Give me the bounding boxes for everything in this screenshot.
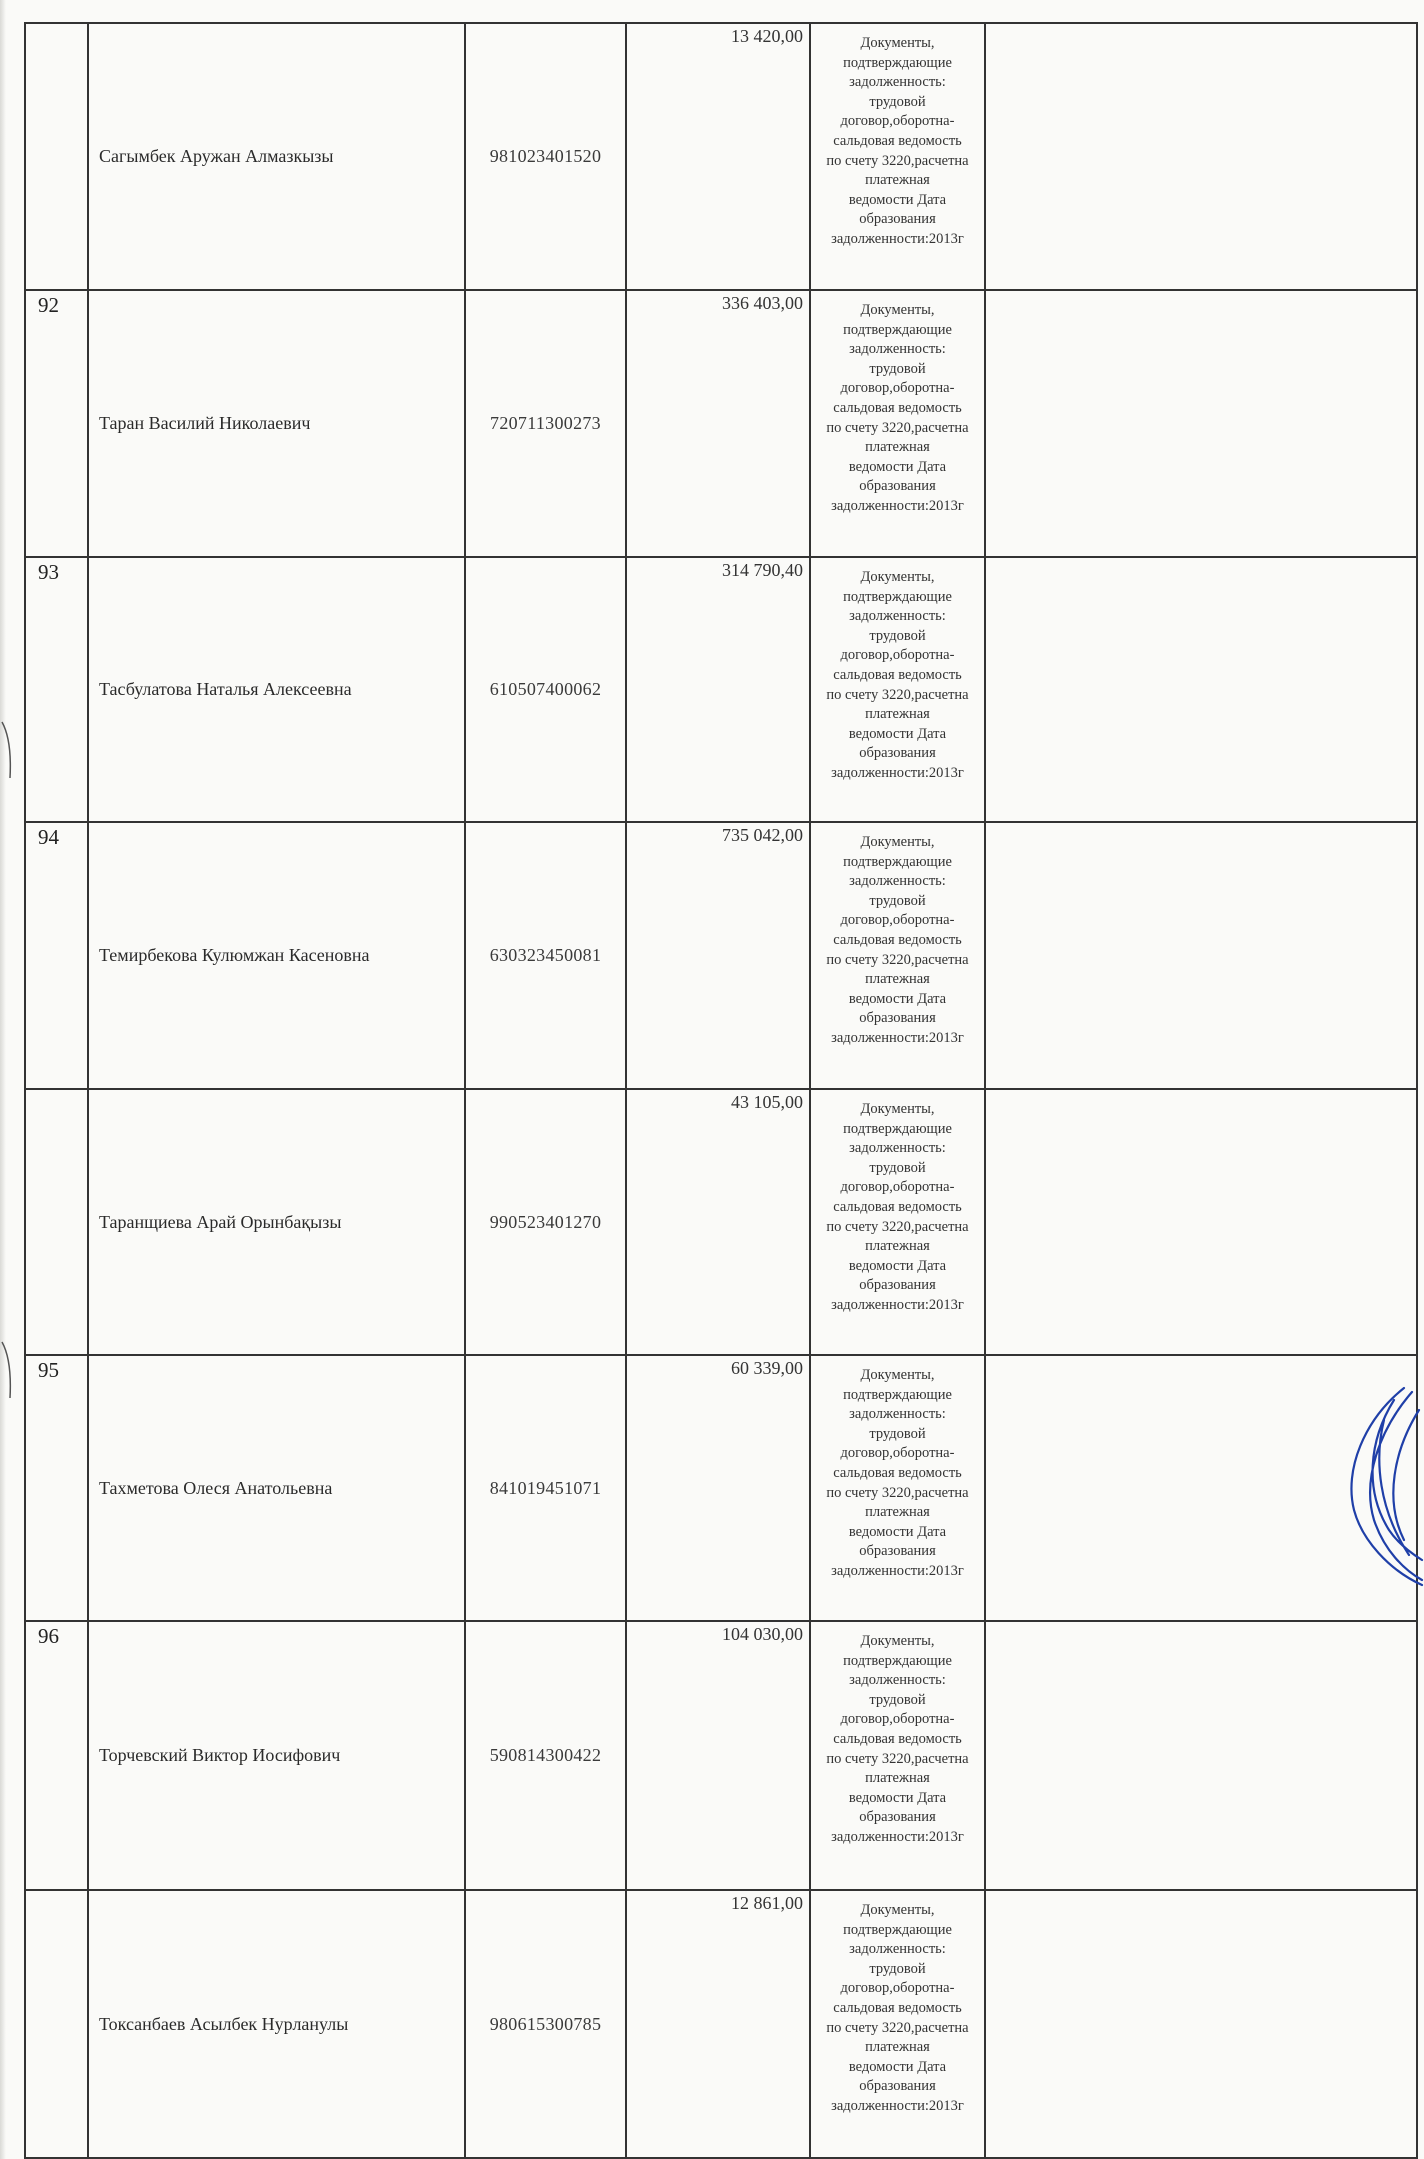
notes-cell xyxy=(985,1621,1417,1890)
debtor-iin: 630323450081 xyxy=(489,945,602,965)
debt-registry-table xyxy=(24,22,1418,2159)
debtor-iin: 990523401270 xyxy=(489,1211,602,1232)
table-row xyxy=(25,822,1417,1089)
debtor-name: Торчевский Виктор Иосифович xyxy=(99,1745,341,1765)
notes-cell xyxy=(985,822,1417,1089)
debt-amount: 13 420,00 xyxy=(626,23,810,290)
row-number xyxy=(25,23,88,290)
page-fold-mark xyxy=(0,720,14,780)
supporting-documents: Документы, подтверждающие задолженность: трудовой договор,оборотна- сальдовая ведомость по счету 3220,расчетна платежная ведомости Дата образования задолженности:2013г xyxy=(810,1355,985,1621)
row-number: 95 xyxy=(25,1355,88,1621)
row-number xyxy=(25,1089,88,1355)
table-row xyxy=(25,1355,1417,1621)
row-number: 92 xyxy=(25,290,88,557)
debtor-name: Тахметова Олеся Анатольевна xyxy=(99,1477,333,1498)
supporting-documents: Документы, подтверждающие задолженность: трудовой договор,оборотна- сальдовая ведомость по счету 3220,расчетна платежная ведомости Дата образования задолженности:2013г xyxy=(810,290,985,557)
debtor-name: Сагымбек Аружан Алмазкызы xyxy=(99,146,334,166)
supporting-documents: Документы, подтверждающие задолженность: трудовой договор,оборотна- сальдовая ведомость по счету 3220,расчетна платежная ведомости Дата образования задолженности:2013г xyxy=(810,23,985,290)
supporting-documents: Документы, подтверждающие задолженность: трудовой договор,оборотна- сальдовая ведомость по счету 3220,расчетна платежная ведомости Дата образования задолженности:2013г xyxy=(810,1621,985,1890)
page-fold-mark xyxy=(0,1340,14,1400)
debt-amount: 314 790,40 xyxy=(626,557,810,822)
debt-amount: 104 030,00 xyxy=(626,1621,810,1890)
table-row xyxy=(25,1621,1417,1890)
table-row xyxy=(25,1089,1417,1355)
supporting-documents: Документы, подтверждающие задолженность: трудовой договор,оборотна- сальдовая ведомость по счету 3220,расчетна платежная ведомости Дата образования задолженности:2013г xyxy=(810,557,985,822)
debtor-name: Токсанбаев Асылбек Нурланулы xyxy=(99,2013,349,2034)
notes-cell xyxy=(985,1089,1417,1355)
table-row xyxy=(25,1890,1417,2158)
debt-amount: 735 042,00 xyxy=(626,822,810,1089)
registry-body xyxy=(25,23,1417,2158)
row-number: 93 xyxy=(25,557,88,822)
supporting-documents: Документы, подтверждающие задолженность: трудовой договор,оборотна- сальдовая ведомость по счету 3220,расчетна платежная ведомости Дата образования задолженности:2013г xyxy=(810,1089,985,1355)
debtor-name: Темирбекова Кулюмжан Касеновна xyxy=(99,945,370,965)
notes-cell xyxy=(985,1890,1417,2158)
notes-cell xyxy=(985,290,1417,557)
row-number: 96 xyxy=(25,1621,88,1890)
debtor-iin: 590814300422 xyxy=(489,1745,602,1765)
row-number xyxy=(25,1890,88,2158)
debt-amount: 336 403,00 xyxy=(626,290,810,557)
debtor-name: Таранщиева Арай Орынбақызы xyxy=(99,1211,342,1232)
debtor-iin: 841019451071 xyxy=(489,1477,602,1498)
debtor-name: Таран Василий Николаевич xyxy=(99,413,311,433)
debtor-iin: 610507400062 xyxy=(489,679,602,699)
scan-edge xyxy=(0,0,6,2159)
table-row xyxy=(25,557,1417,822)
table-row xyxy=(25,290,1417,557)
debtor-iin: 980615300785 xyxy=(489,2013,602,2034)
debtor-name: Тасбулатова Наталья Алексеевна xyxy=(99,679,352,699)
supporting-documents: Документы, подтверждающие задолженность: трудовой договор,оборотна- сальдовая ведомость по счету 3220,расчетна платежная ведомости Дата образования задолженности:2013г xyxy=(810,822,985,1089)
debtor-iin: 720711300273 xyxy=(490,413,601,433)
debt-amount: 12 861,00 xyxy=(626,1890,810,2158)
table-row xyxy=(25,23,1417,290)
debt-amount: 60 339,00 xyxy=(626,1355,810,1621)
notes-cell xyxy=(985,23,1417,290)
handwritten-signature xyxy=(1334,1380,1424,1590)
row-number: 94 xyxy=(25,822,88,1089)
supporting-documents: Документы, подтверждающие задолженность: трудовой договор,оборотна- сальдовая ведомость по счету 3220,расчетна платежная ведомости Дата образования задолженности:2013г xyxy=(810,1890,985,2158)
notes-cell xyxy=(985,557,1417,822)
debtor-iin: 981023401520 xyxy=(489,146,602,166)
debt-amount: 43 105,00 xyxy=(626,1089,810,1355)
